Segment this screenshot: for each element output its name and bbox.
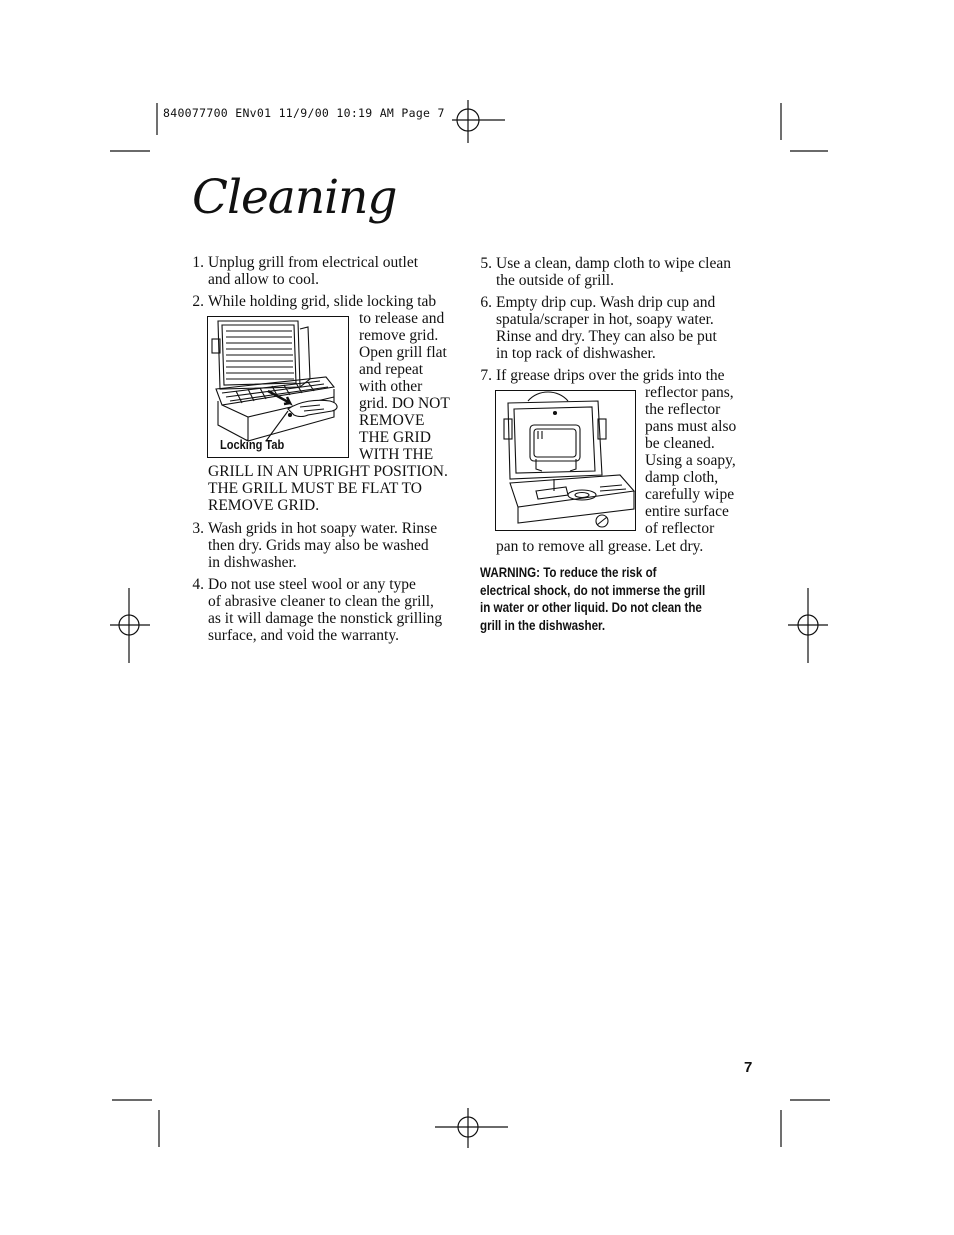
figure-label: Locking Tab bbox=[220, 437, 285, 452]
warning-line: electrical shock, do not immerse the grill bbox=[480, 582, 706, 598]
step-line: Rinse and dry. They can also be put bbox=[496, 328, 717, 345]
step-line: Do not use steel wool or any type bbox=[208, 576, 416, 593]
step-number: 1. bbox=[192, 254, 204, 271]
step-line: remove grid. bbox=[359, 327, 439, 344]
step-line: to release and bbox=[359, 310, 445, 327]
step-line: entire surface bbox=[645, 503, 729, 520]
grill-grid-illustration bbox=[207, 316, 349, 458]
step-line: WITH THE bbox=[359, 446, 434, 463]
step-line: of reflector bbox=[645, 520, 715, 537]
print-slug: 840077700 ENv01 11/9/00 10:19 AM Page 7 bbox=[163, 106, 445, 120]
step-line: damp cloth, bbox=[645, 469, 719, 486]
step-line: Use a clean, damp cloth to wipe clean bbox=[496, 255, 731, 272]
step-line: the outside of grill. bbox=[496, 272, 614, 289]
warning-line: WARNING: To reduce the risk of bbox=[480, 565, 657, 580]
step-number: 6. bbox=[480, 294, 492, 311]
step-line: Empty drip cup. Wash drip cup and bbox=[496, 294, 716, 311]
step-line: reflector pans, bbox=[645, 384, 734, 401]
step-line: and repeat bbox=[359, 361, 424, 378]
step-number: 4. bbox=[192, 576, 204, 593]
step-line: THE GRILL MUST BE FLAT TO bbox=[208, 480, 423, 497]
step-number: 2. bbox=[192, 293, 204, 310]
step-line: with other bbox=[359, 378, 423, 395]
step-line: pans must also bbox=[645, 418, 737, 435]
step-line: of abrasive cleaner to clean the grill, bbox=[208, 593, 434, 610]
step-line: be cleaned. bbox=[645, 435, 715, 452]
warning-line: grill in the dishwasher. bbox=[480, 617, 606, 633]
step-number: 3. bbox=[192, 520, 204, 537]
step-line: GRILL IN AN UPRIGHT POSITION. bbox=[208, 463, 448, 480]
grill-drawing bbox=[208, 317, 348, 457]
step-line: Using a soapy, bbox=[645, 452, 736, 469]
step-line: as it will damage the nonstick grilling bbox=[208, 610, 443, 627]
step-line: THE GRID bbox=[359, 429, 431, 446]
step-line: in top rack of dishwasher. bbox=[496, 345, 656, 362]
step-line: carefully wipe bbox=[645, 486, 735, 503]
step-line: Open grill flat bbox=[359, 344, 447, 361]
step-line: If grease drips over the grids into the bbox=[496, 367, 725, 384]
step-line: Unplug grill from electrical outlet bbox=[208, 254, 419, 271]
step-line: pan to remove all grease. Let dry. bbox=[496, 538, 704, 555]
step-line: then dry. Grids may also be washed bbox=[208, 537, 429, 554]
step-line: and allow to cool. bbox=[208, 271, 320, 288]
step-line: REMOVE GRID. bbox=[208, 497, 320, 514]
step-line: spatula/scraper in hot, soapy water. bbox=[496, 311, 714, 328]
step-line: Wash grids in hot soapy water. Rinse bbox=[208, 520, 438, 537]
grill-open-drawing bbox=[496, 391, 635, 530]
reflector-pan-illustration bbox=[495, 390, 636, 531]
step-line: While holding grid, slide locking tab bbox=[208, 293, 437, 310]
page-title: Cleaning bbox=[192, 170, 397, 225]
step-number: 5. bbox=[480, 255, 492, 272]
page-number: 7 bbox=[744, 1059, 753, 1076]
step-line: REMOVE bbox=[359, 412, 425, 429]
warning-line: in water or other liquid. Do not clean the bbox=[480, 600, 702, 615]
step-line: the reflector bbox=[645, 401, 721, 418]
step-line: in dishwasher. bbox=[208, 554, 297, 571]
step-number: 7. bbox=[480, 367, 492, 384]
step-line: grid. DO NOT bbox=[359, 395, 450, 412]
step-line: surface, and void the warranty. bbox=[208, 627, 399, 644]
warning-block bbox=[480, 564, 742, 634]
